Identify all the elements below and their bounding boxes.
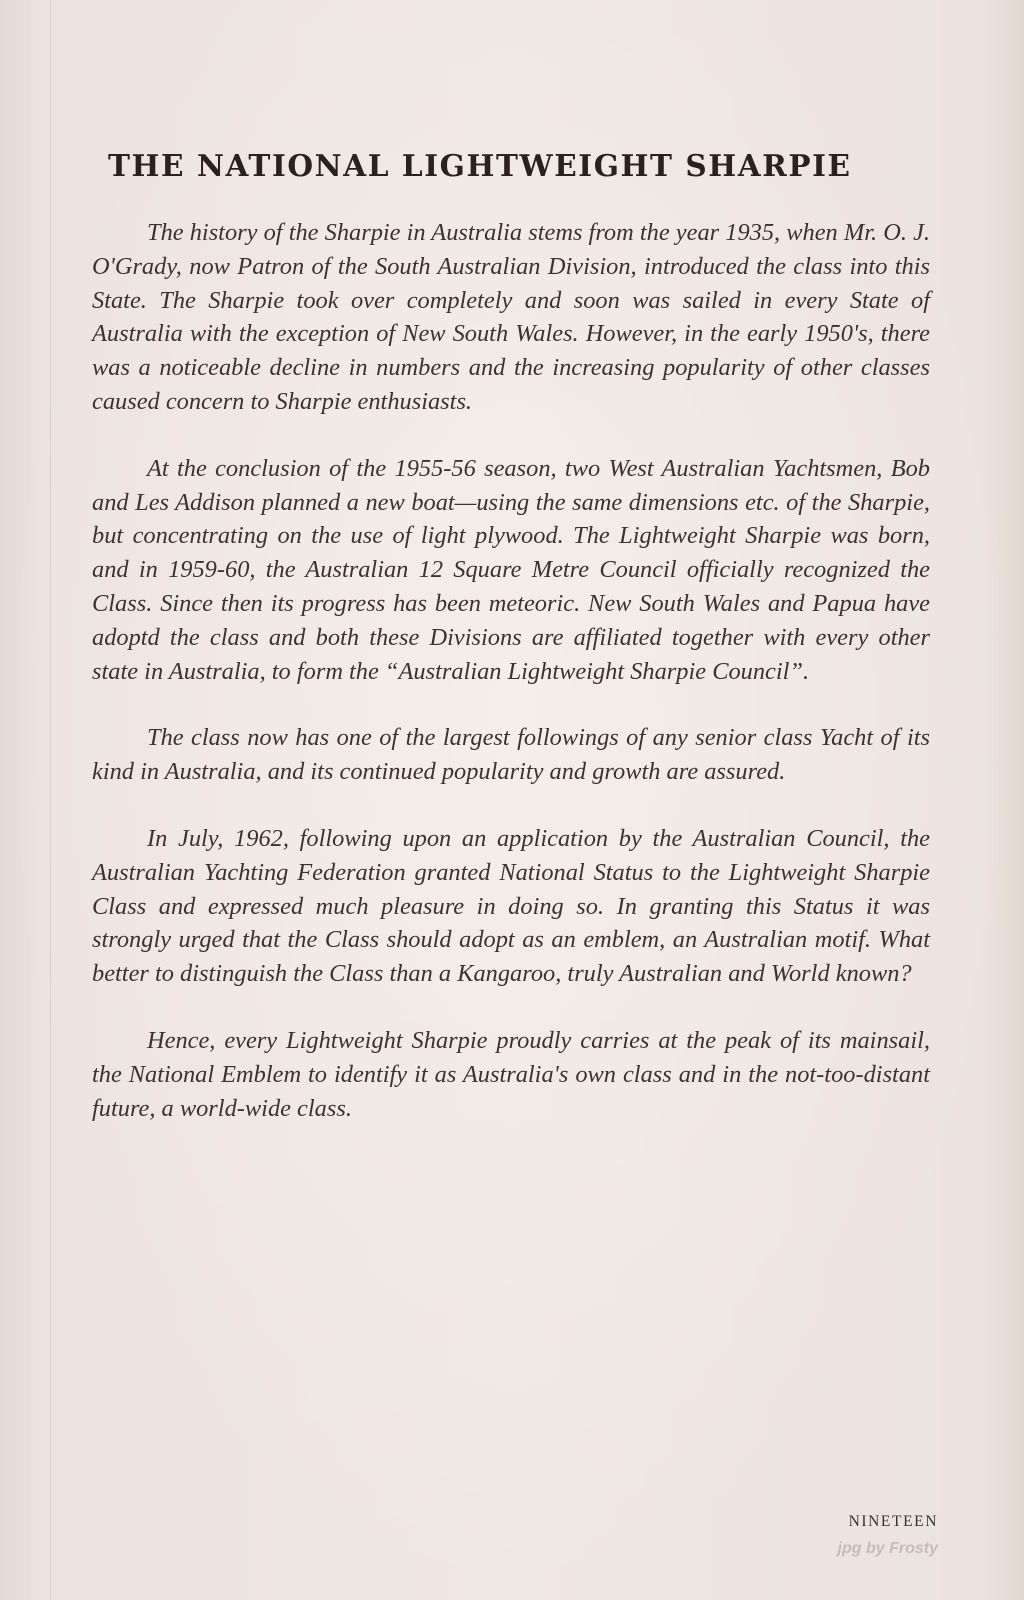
body-text bbox=[92, 216, 930, 1158]
paragraph-popularity: The class now has one of the largest followings of any senior class Yacht of its kind in Australia, and its continued popularity and growth are assured. bbox=[92, 724, 930, 786]
paragraph-history: The history of the Sharpie in Australia stems from the year 1935, when Mr. O. J. O'Grady, now Patron of the South Australian Division, introduced the class into this State. The Sharpie took over completely and soon was sailed in every State of Australia with the exception of New South Wales. However, in the early 1950's, there was a noticeable decline in numbers and the increasing popularity of other classes caused concern to Sharpie enthusiasts. bbox=[92, 219, 930, 415]
paragraph-national-status: In July, 1962, following upon an application by the Australian Council, the Australian Yachting Federation granted National Status to the Lightweight Sharpie Class and expressed much pleasure in doing so. In granting this Status it was strongly urged that the Class should adopt as an emblem, an Australian motif. What better to distinguish the Class than a Kangaroo, truly Australian and World known? bbox=[92, 824, 930, 988]
page-title: THE NATIONAL LIGHTWEIGHT SHARPIE bbox=[108, 148, 852, 183]
paragraph-emblem: Hence, every Lightweight Sharpie proudly carries at the peak of its mainsail, the National Emblem to identify it as Australia's own class and in the not-too-distant future, a world-wide class. bbox=[92, 1026, 930, 1122]
scan-credit: jpg by Frosty bbox=[837, 1540, 938, 1557]
page-number: NINETEEN bbox=[848, 1513, 938, 1530]
paragraph-origin: At the conclusion of the 1955-56 season, two West Australian Yachtsmen, Bob and Les Addison planned a new boat—using the same dimensions etc. of the Sharpie, but concentrating on the use of light plywood. The Lightweight Sharpie was born, and in 1959-60, the Australian 12 Square Metre Council officially recognized the Class. Since then its progress has been meteoric. New South Wales and Papua have adoptd the class and both these Divisions are affiliated together with every other state in Australia, to form the “Australian Lightweight Sharpie Council”. bbox=[92, 454, 930, 685]
